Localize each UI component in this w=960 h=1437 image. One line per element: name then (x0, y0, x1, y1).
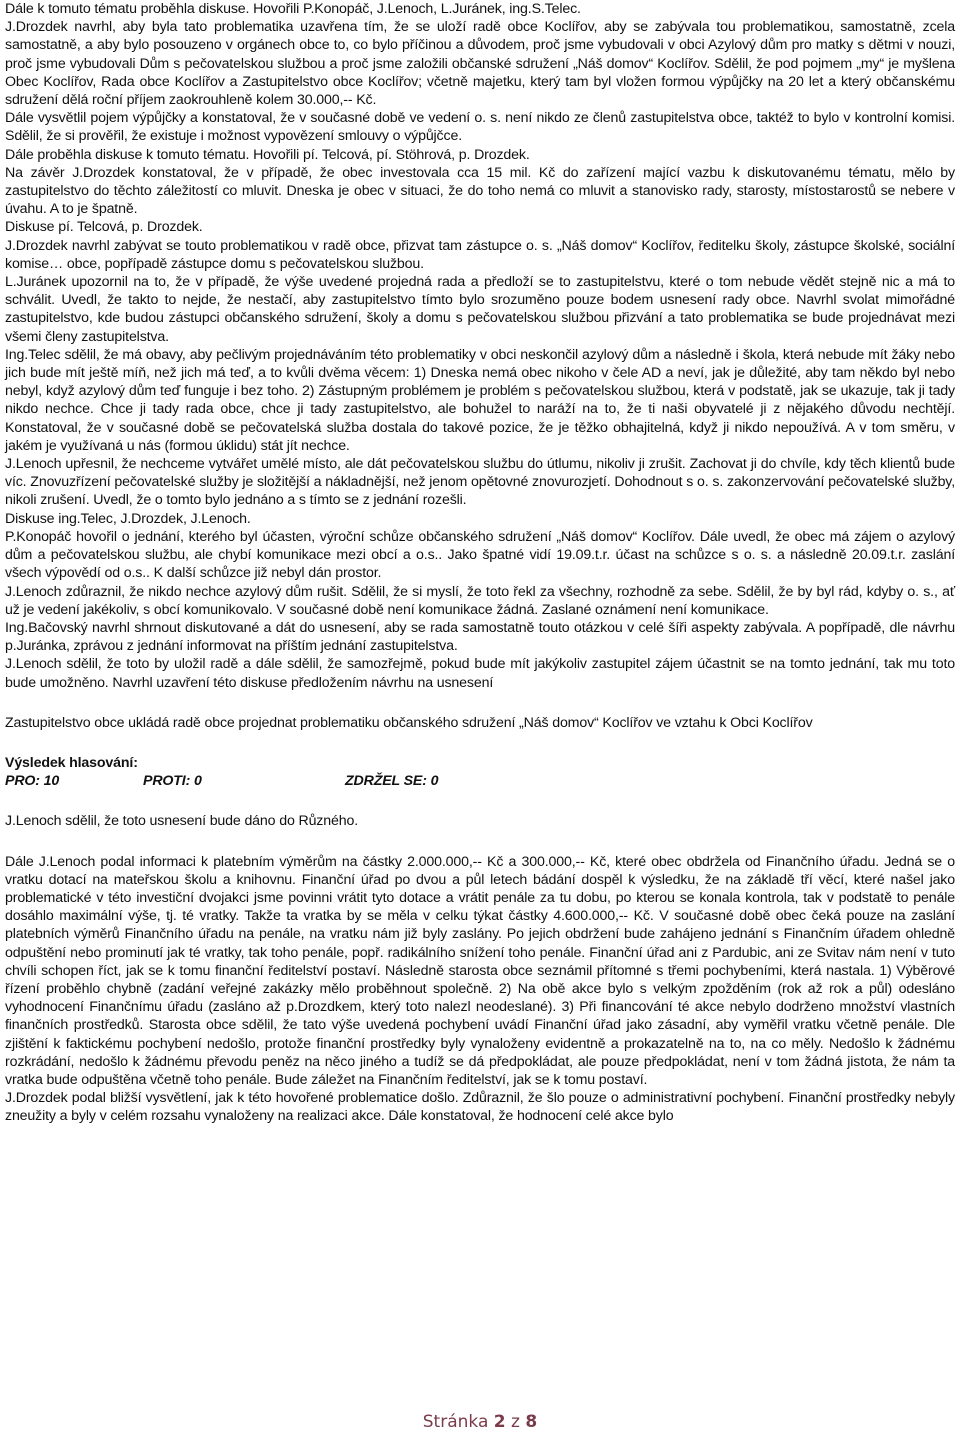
spacer (5, 732, 955, 754)
paragraph: J.Lenoch zdůraznil, že nikdo nechce azylový dům rušit. Sdělil, že si myslí, že toto řekl za všechny, rozhodně za sebe. Sdělil, že by byl rád, kdyby o. s., ať už je vedení jakékoliv, s obcí komunikovalo. V současné době není komunikace žádná. Zaslané oznámení není komunikace. (5, 583, 955, 618)
paragraph: Na závěr J.Drozdek konstatoval, že v případě, že obec investovala cca 15 mil. Kč do zařízení mající vazbu k diskutovanému tématu, mělo by zastupitelstvo do těchto záležitostí co mluvit. Dneska je obec v situaci, že do toho nemá co mluvit a stanovisko rady, starosty, místostarostů se nebere v úvahu. A to je špatně. (5, 164, 955, 218)
paragraph: J.Drozdek podal bližší vysvětlení, jak k této hovořené problematice došlo. Zdůraznil, že šlo pouze o administrativní pochybení. Finanční prostředky nebyly zneužity a byly v celém rozsahu vynaloženy na realizaci akce. Dále konstatoval, že hodnocení celé akce bylo (5, 1090, 955, 1125)
vote-results (5, 772, 955, 790)
paragraph: Dále proběhla diskuse k tomuto tématu. Hovořili pí. Telcová, pí. Stöhrová, p. Drozdek. (5, 146, 530, 163)
footer-page-total: 8 (525, 1412, 538, 1432)
footer-prefix: Stránka (422, 1412, 489, 1432)
vote-proti: PROTI: 0 (143, 773, 202, 790)
paragraph: Diskuse pí. Telcová, p. Drozdek. (5, 219, 203, 236)
after-vote-note: J.Lenoch sdělil, že toto usnesení bude dáno do Různého. (5, 813, 359, 830)
paragraph: Dále vysvětlil pojem výpůjčky a konstatoval, že v současné době ve vedení o. s. není nikdo ze členů zastupitelstva obce, taktéž to bylo v kontrolní komisi. Sdělil, že si prověřil, že existuje i možnost vypovězení smlouvy o výpůjčce. (5, 110, 955, 145)
paragraph: J.Lenoch sdělil, že toto by uložil radě a dále sdělil, že samozřejmě, pokud bude mít jakýkoliv zastupitel zájem účastnit se na tomto jednání, tak mu toto bude umožněno. Navrhl uzavření této diskuse předložením návrhu na usnesení (5, 656, 955, 691)
paragraph: P.Konopáč hovořil o jednání, kterého byl účasten, výroční schůze občanského sdružení „Náš domov“ Koclířov. Dále uvedl, že obec má zájem o azylový dům a pečovatelskou službu, ale chybí komunikace mezi obcí a o.s.. Jako špatné vidí 19.09.t.r. účast na schůzce s o. s. a následně 20.09.t.r. zaslání všech výpovědí od o.s.. K další schůzce již nebyl dán prostor. (5, 528, 955, 582)
resolution-text: Zastupitelstvo obce ukládá radě obce projednat problematiku občanského sdružení „Náš domov“ Koclířov ve vztahu k Obci Koclířov (5, 714, 813, 731)
paragraph: J.Drozdek navrhl, aby byla tato problematika uzavřena tím, že se uloží radě obce Koclířov, aby se zabývala tou problematikou, samostatně, zcela samostatně, a aby bylo posouzeno v orgánech obce to, co bylo příčinou a důvodem, proč jsme vybudovali v obci Azylový dům pro matky s dětmi v nouzi, proč jsme vybudovali Dům s pečovatelskou službou a proč jsme založili občanské sdružení „Náš domov“ Koclířov. Sdělil, že pod pojmem „my“ je myšlena Obec Koclířov, Rada obce Koclířov a Zastupitelstvo obce Koclířov; včetně majetku, který tam byl vložen formou výpůjčky na 20 let a který občanskému sdružení dělá roční příjem zaokrouhleně kolem 30.000,-- Kč. (5, 19, 955, 109)
paragraph: Ing.Bačovský navrhl shrnout diskutované a dát do usnesení, aby se rada samostatně touto otázkou v celé šíři aspekty zabývala. A popřípadě, dle návrhu p.Juránka, zprávou z jednání informovat na příštím jednání zastupitelstva. (5, 619, 955, 655)
page-footer (0, 1412, 960, 1432)
spacer (5, 692, 955, 714)
vote-heading: Výsledek hlasování: (5, 754, 138, 771)
paragraph: Ing.Telec sdělil, že má obavy, aby pečlivým projednáváním této problematiky v obci neskončil azylový dům a následně i škola, která nebude mít žáky nebo jich bude mít ještě míň, než jich má teď, a to kvůli dvěma věcem: 1) Dneska nemá obec nikoho v čele AD a neví, jak je důležité, aby tam někdo byl nebo nebyl, když azylový dům teď funguje i bez toho. 2) Zástupným problémem je problém s pečovatelskou službou, která v podstatě, jak se ukazuje, tak ji tady nikdo nechce. Chce ji tady rada obce, chce ji tady zastupitelstvo, ale bohužel to naráží na to, že ti naši obyvatelé ji z nějakého důvodu nechtějí. Konstatoval, že v současné době se pečovatelská služba dostala do takové pozice, že je těžko obhajitelná, když ji nikdo nepoužívá. A v tom směru, v jakém je využívaná u nás (formou úklidu) stát jít nechce. (5, 346, 955, 454)
footer-page-number: 2 (493, 1412, 506, 1432)
paragraph: J.Lenoch upřesnil, že nechceme vytvářet umělé místo, ale dát pečovatelskou službu do útlumu, nikoliv ji zrušit. Zachovat ji do chvíle, kdy těch klientů bude víc. Znovuzřízení pečovatelské služby je složitější a nákladnější, než jenom opětovné znovurozjetí. Dohodnout s o. s. zakonzervování pečovatelské služby, nikoli zrušení. Uvedl, že o tomto bylo jednáno a s tímto se z jednání rozešli. (5, 456, 955, 509)
paragraph: J.Drozdek navrhl zabývat se touto problematikou v radě obce, přizvat tam zástupce o. s. „Náš domov“ Koclířov, ředitelku školy, zástupce školské, sociální komise… obce, popřípadě zástupce domu s pečovatelskou službou. (5, 237, 955, 272)
paragraph: Diskuse ing.Telec, J.Drozdek, J.Lenoch. (5, 510, 251, 527)
vote-pro: PRO: 10 (5, 773, 60, 790)
paragraph: L.Juránek upozornil na to, že v případě, že výše uvedené projedná rada a předloží se to zastupitelstvu, které o tom nebude vědět stejně nic a má to schválit. Uvedl, že takto to nejde, že nestačí, aby zastupitelstvo tímto bylo srozuměno pouze bodem usnesení rady obce. Navrhl svolat mimořádné zastupitelstvo, kde budou zástupci občanského sdružení, školy a domu s pečovatelskou službou přizvání a tato problematika se bude projednávat mezi všemi členy zastupitelstva. (5, 274, 955, 345)
spacer (5, 831, 955, 853)
paragraph: Dále J.Lenoch podal informaci k platebním výměrům na částky 2.000.000,-- Kč a 300.000,-- Kč, které obec obdržela od Finančního úřadu. Jedná se o vratku dotací na mateřskou školu a knihovnu. Finanční úřad po dvou a půl letech bádání dospěl k výsledku, že na základě tří věcí, které našel jako problematické v této investiční dvojakci jsme povinni vrátit tyto dotace a vrátit penále za tu dobu, po kterou se konala kontrola, tak v podstatě to penále dosáhlo maximální výše, tj. té vratky. Takže ta vratka by se měla v celku týkat částky 4.600.000,-- Kč. V současné době obec čeká pouze na zaslání platebních výměrů Finančního úřadu na penále, na vratku nám již byly zaslány. Po jejich obdržení bude zahájeno jednání s Finančním úřadem ohledně odpuštění nebo prominutí jak té vratky, tak toho penále, popř. radikálního snížení toho penále. Finanční úřad ani z Pardubic, ani ze Svitav nám není v tuto chvíli schopen říct, jak se k tomu finanční ředitelství postaví. Následně starosta obce seznámil přítomné s třemi pochybeními, která nastala. 1) Výběrové řízení proběhlo chybně (zadání veřejné zakázky mělo proběhnout společně. 2) Na obě akce bylo s velkým zpožděním (rok až rok a půl) odesláno vyhodnocení Finančnímu úřadu (zasláno až p.Drozdkem, který toto nalezl neodeslané). 3) Při financování té akce nebylo dodrženo množství vlastních finančních prostředků. Starosta obce sdělil, že tato výše uvedená pochybení uvádí Finanční úřad jako zásadní, aby vyměřil vratku včetně penále. Dle zjištění k faktickému pochybení nedošlo, protože finanční prostředky byly vynaloženy evidentně a prokazatelně na to, na co měly. Nedošlo k žádnému rozkrádání, nedošlo k žádnému převodu peněz na něco jiného a tudíž se dá předpokládat, ale pouze předpokládat, není v tom žádná jistota, že nám ta vratka bude odpuštěna včetně toho penále. Bude záležet na Finančním ředitelství, jak se k tomu postaví. (5, 853, 955, 1088)
footer-separator: z (511, 1412, 520, 1432)
vote-zdrzel: ZDRŽEL SE: 0 (345, 773, 439, 790)
paragraph: Dále k tomuto tématu proběhla diskuse. Hovořili P.Konopáč, J.Lenoch, L.Juránek, ing.S.Telec. (5, 1, 581, 17)
spacer (5, 790, 955, 812)
